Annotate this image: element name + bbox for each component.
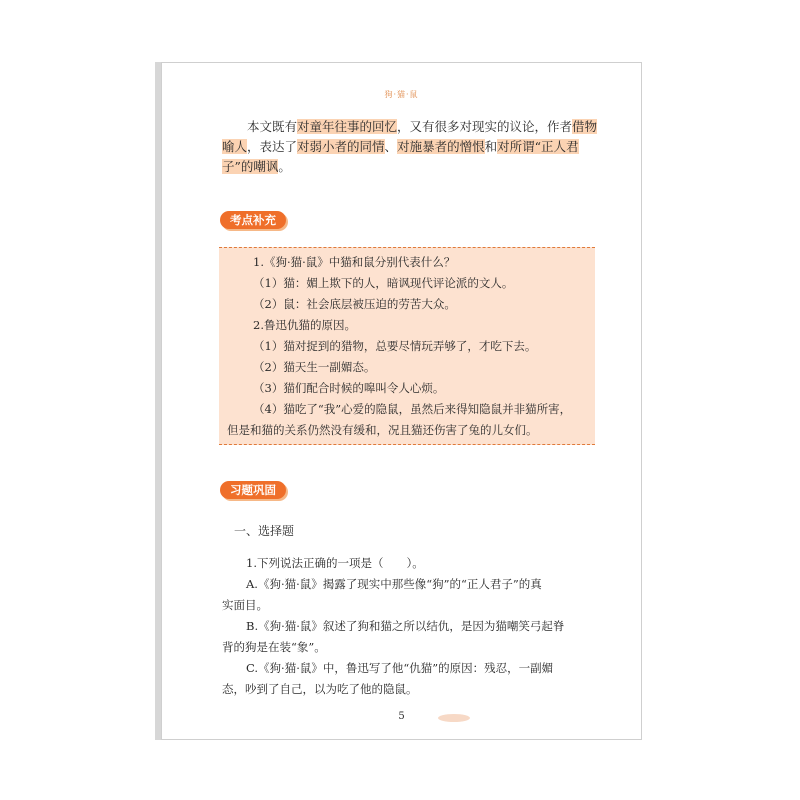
option-a-line: A.《狗·猫·鼠》揭露了现实中那些像“狗”的“正人君子”的真: [246, 577, 542, 591]
summary-text: 。: [278, 159, 291, 174]
point-line: 2.鲁迅仇猫的原因。: [253, 318, 356, 332]
option-b-line: 背的狗是在装“象”。: [222, 640, 326, 654]
summary-text: 本文既有: [247, 119, 298, 134]
point-line: （1）猫：媚上欺下的人，暗讽现代评论派的文人。: [253, 276, 514, 290]
summary-text: ，又有很多对现实的议论，作者: [397, 119, 573, 134]
running-header: 狗·猫·鼠: [384, 90, 419, 99]
decorative-smudge: [438, 714, 470, 722]
book-page: [161, 62, 642, 740]
summary-text: ，表达了: [247, 139, 298, 154]
summary-text: 和: [484, 139, 498, 154]
page-number: 5: [398, 711, 405, 722]
highlight-text: 对弱小者的同情: [297, 139, 385, 154]
point-line: 1.《狗·猫·鼠》中猫和鼠分别代表什么？: [253, 255, 456, 269]
summary-paragraph: [222, 117, 600, 177]
option-b-line: B.《狗·猫·鼠》叙述了狗和猫之所以结仇，是因为猫嘲笑弓起脊: [246, 619, 565, 633]
highlight-text: 对施暴者的憎恨: [397, 139, 485, 154]
question-stem: 1.下列说法正确的一项是（ ）。: [246, 556, 424, 570]
highlight-text: 借物喻人: [222, 119, 598, 154]
highlight-text: 对所谓“正人君子”的嘲讽: [222, 139, 579, 174]
highlight-text: 对童年往事的回忆: [297, 119, 398, 134]
point-line: 但是和猫的关系仍然没有缓和，况且猫还伤害了兔的儿女们。: [227, 423, 538, 437]
summary-text: 、: [384, 139, 398, 154]
key-points-box: [219, 247, 595, 445]
point-line: （2）猫天生一副媚态。: [253, 360, 376, 374]
option-c-line: C.《狗·猫·鼠》中，鲁迅写了他“仇猫”的原因：残忍，一副媚: [246, 661, 554, 675]
option-a-line: 实面目。: [222, 598, 268, 612]
option-c-line: 态，吵到了自己，以为吃了他的隐鼠。: [222, 682, 418, 696]
point-line: （4）猫吃了“我”心爱的隐鼠，虽然后来得知隐鼠并非猫所害，: [253, 402, 572, 416]
point-line: （1）猫对捉到的猎物，总要尽情玩弄够了，才吃下去。: [253, 339, 537, 353]
exercise-heading: 一、选择题: [234, 524, 295, 538]
section-tag-exercises: 习题巩固: [220, 481, 286, 499]
section-tag-key-points: 考点补充: [220, 211, 286, 229]
point-line: （2）鼠：社会底层被压迫的劳苦大众。: [253, 297, 456, 311]
point-line: （3）猫们配合时候的嗥叫令人心烦。: [253, 381, 445, 395]
